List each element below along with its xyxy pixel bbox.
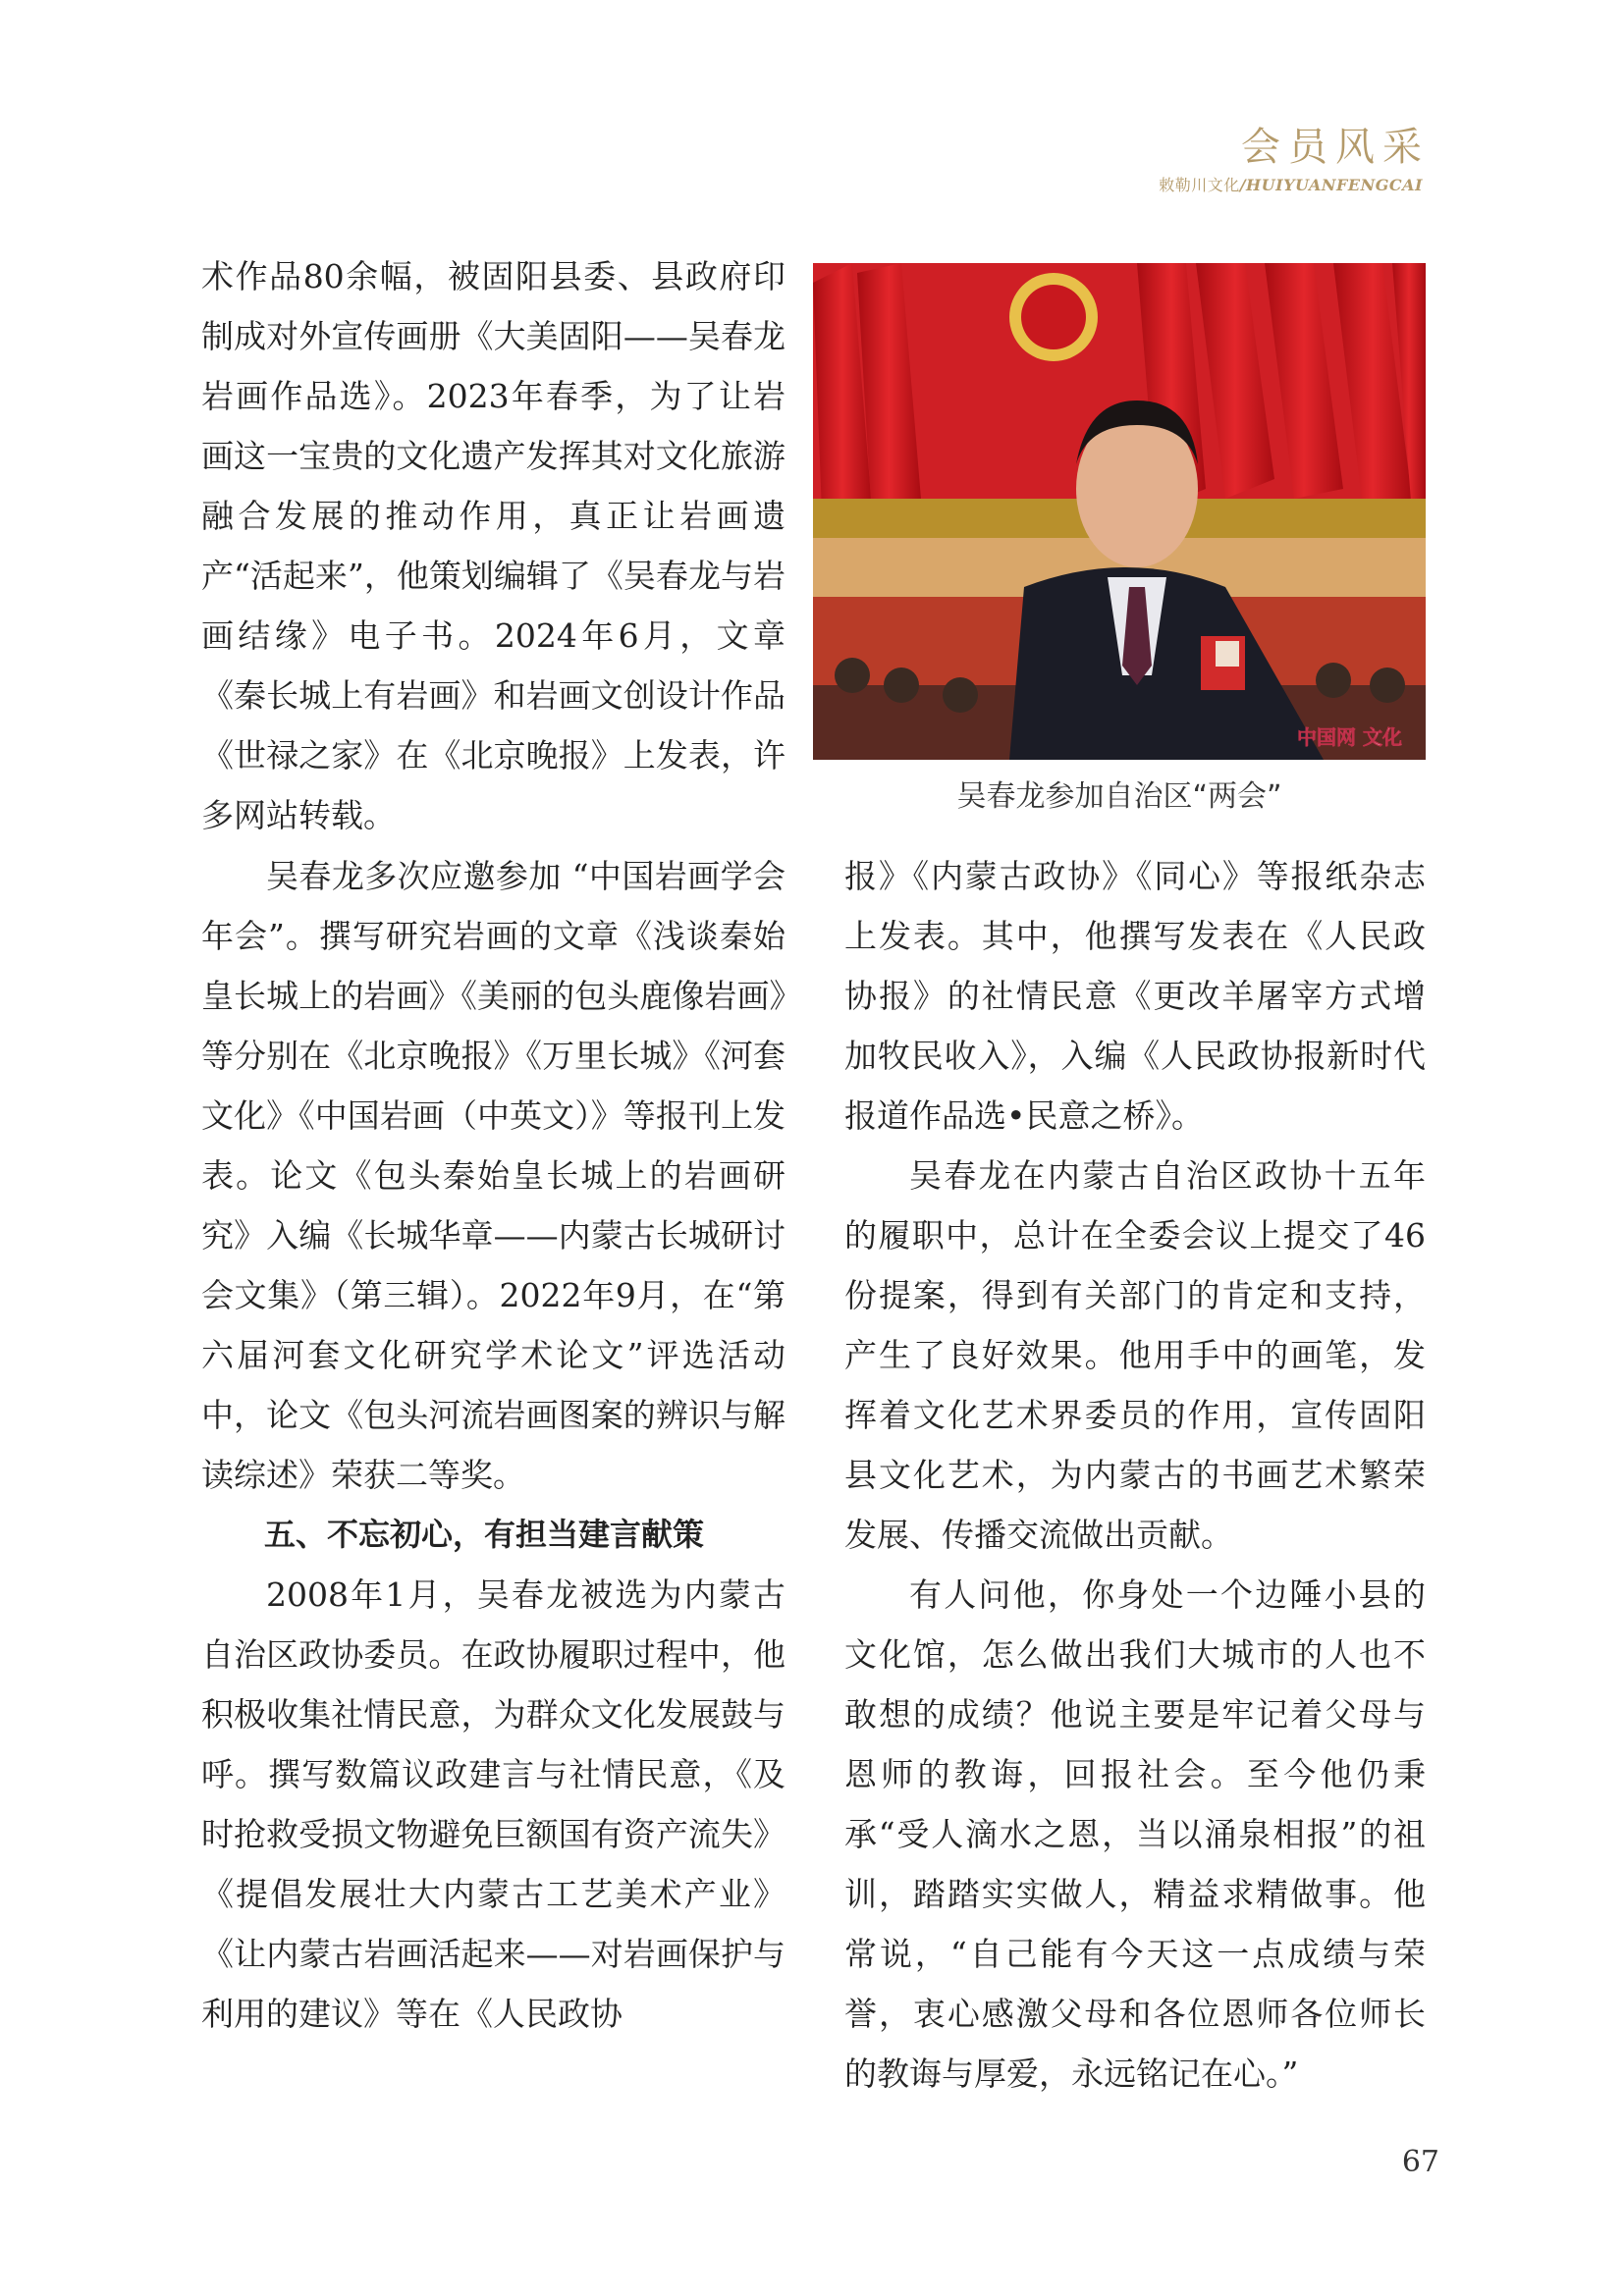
photo-caption: 吴春龙参加自治区“两会”	[956, 779, 1282, 814]
section-heading: 五、不忘初心，有担当建言献策	[264, 1516, 705, 1553]
page-number: 67	[1401, 2145, 1439, 2179]
right-column	[844, 846, 1426, 2104]
delegate-photo	[813, 263, 1426, 760]
photo-illustration	[813, 263, 1426, 760]
watermark: 中国网 文化	[1297, 725, 1402, 749]
paragraph: 有人问他，你身处一个边陲小县的文化馆，怎么做出我们大城市的人也不敢想的成绩？他说主要是牢记着父母与恩师的教诲，回报社会。至今他仍秉承“受人滴水之恩，当以涌泉相报”的祖训，踏踏实实做人，精益求精做事。他常说，“自己能有今天这一点成绩与荣誉，衷心感激父母和各位恩师各位师长的教诲与厚爱，永远铭记在心。”	[844, 1575, 1426, 2093]
paragraph: 2008年1月，吴春龙被选为内蒙古自治区政协委员。在政协履职过程中，他积极收集社情民意，为群众文化发展鼓与呼。撰写数篇议政建言与社情民意，《及时抢救受损文物避免巨额国有资产流失》《提倡发展壮大内蒙古工艺美术产业》《让内蒙古岩画活起来——对岩画保护与利用的建议》等在《人民政协	[201, 1575, 785, 2033]
subtitle-en: /HUIYUANFENGCAI	[1239, 176, 1423, 194]
paragraph: 吴春龙在内蒙古自治区政协十五年的履职中，总计在全委会议上提交了46份提案，得到有关部门的肯定和支持，产生了良好效果。他用手中的画笔，发挥着文化艺术界委员的作用，宣传固阳县文化艺术，为内蒙古的书画艺术繁荣发展、传播交流做出贡献。	[844, 1156, 1426, 1554]
section-title: 会员风采	[1241, 125, 1430, 170]
paragraph: 报》《内蒙古政协》《同心》等报纸杂志上发表。其中，他撰写发表在《人民政协报》的社情民意《更改羊屠宰方式增加牧民收入》，入编《人民政协报新时代报道作品选•民意之桥》。	[844, 857, 1426, 1135]
subtitle-cn: 敕勒川文化	[1159, 176, 1240, 194]
section-subtitle	[1159, 173, 1423, 195]
paragraph: 吴春龙多次应邀参加 “中国岩画学会年会”。撰写研究岩画的文章《浅谈秦始皇长城上的岩画》《美丽的包头鹿像岩画》等分别在《北京晚报》《万里长城》《河套文化》《中国岩画（中英文）》等报刊上发表。论文《包头秦始皇长城上的岩画研究》入编《长城华章——内蒙古长城研讨会文集》（第三辑）。2022年9月，在“第六届河套文化研究学术论文”评选活动中，论文《包头河流岩画图案的辨识与解读综述》荣获二等奖。	[201, 857, 785, 1494]
left-column-top	[201, 246, 785, 845]
paragraph: 术作品80余幅，被固阳县委、县政府印制成对外宣传画册《大美固阳——吴春龙岩画作品选》。2023年春季，为了让岩画这一宝贵的文化遗产发挥其对文化旅游融合发展的推动作用，真正让岩画遗产“活起来”，他策划编辑了《吴春龙与岩画结缘》电子书。2024年6月，文章《秦长城上有岩画》和岩画文创设计作品《世禄之家》在《北京晚报》上发表，许多网站转载。	[201, 257, 785, 834]
left-column	[201, 846, 785, 2044]
